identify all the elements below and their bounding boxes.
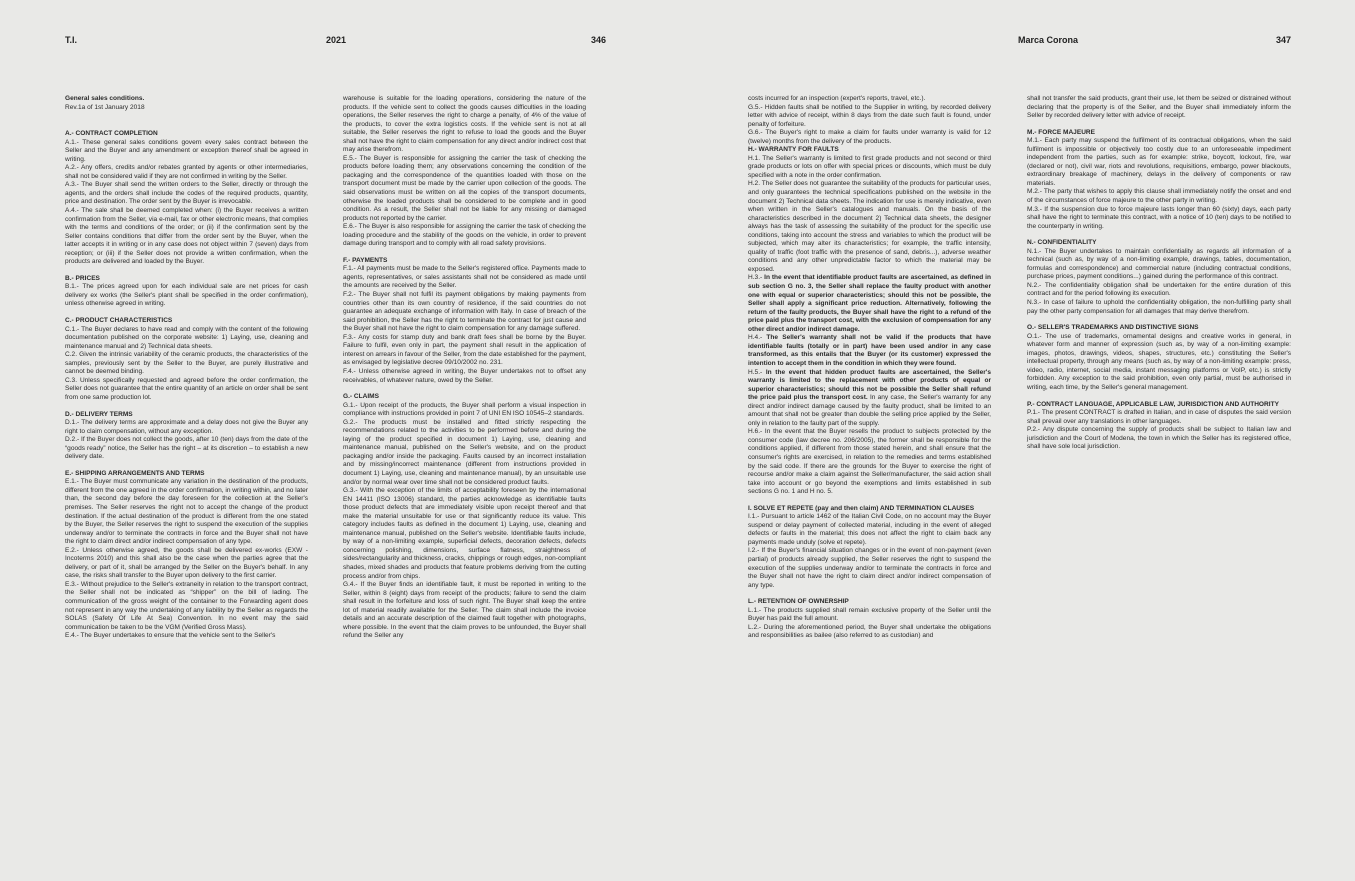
clause-paragraph: N.3.- In case of failure to uphold the confidentiality obligation, the non-fulfilling party shall pay the other party compensation for all damages that may derive therefrom. [1027, 299, 1291, 315]
clause-paragraph: E.1.- The Buyer must communicate any variation in the destination of the products, different from the one agreed in the order confirmation, in writing within, and no later than, the second day before the day foreseen for the collection at the Seller's premises. The Seller reserves the right not to accept the change of the product destination. If the actual destination of the product is different from the one stated by the Buyer, the Seller reserves the right to suspend the execution of the supplies underway and/or to terminate the contracts in force and the Buyer shall not have the right to claim direct and/or indirect compensation of any type. [65, 478, 308, 546]
clause-paragraph: A.1.- These general sales conditions govern every sales contract between the Seller and the Buyer and any amendment or exception thereof shall be agreed in writing. [65, 138, 308, 163]
clause-paragraph: costs incurred for an inspection (expert's reports, travel, etc.). [748, 95, 926, 102]
clause-paragraph: C.3. Unless specifically requested and agreed before the order confirmation, the Seller does not guarantee that the entire quantity of an article on order shall be sent from one same production lot. [65, 376, 308, 401]
clause-paragraph: A.4.- The sale shall be deemed completed when: (i) the Buyer receives a written confirmation from the Seller, via e-mail, fax or other electronic means, that complies with the terms and conditions of the order; or (ii) if the confirmation sent by the Seller contains conditions that differ from the order sent by the Buyer, when the latter accepts it in writing or in any case does not object within 7 (seven) days from reception; or (iii) if the Seller does not provide a written confirmation, when the products are delivered and loaded by the Buyer. [65, 207, 308, 266]
column-2 [343, 95, 586, 641]
clause-paragraph: G.6.- The Buyer's right to make a claim for faults under warranty is valid for 12 (twelve) months from the delivery of the products. [748, 129, 991, 145]
clause-paragraph: O.1.- The use of trademarks, ornamental designs and creative works in general, in whatever form and manner of expression (such as, by way of a non-limiting example: images, photos, drawings, videos, shapes, structures, etc.) constituting the Seller's intellectual property, through any means (such as, by way of a non-limiting example: press, video, radio, internet, social media, instant messaging platforms or VoIP, etc.) is strictly forbidden. Any exception to the said prohibition, even only partial, must be authorised in writing, each time, by the Seller's general management. [1027, 332, 1291, 391]
clause-paragraph: H.1. The Seller's warranty is limited to first grade products and not second or third grade products or lots on offer with special prices or discounts, which must be duly specified with a note in the order confirmation. [748, 154, 991, 179]
clause-paragraph: F.1.- All payments must be made to the Seller's registered office. Payments made to agents, representatives, or sales assistants shall not be considered as made until the amounts are received by the Seller. [343, 265, 586, 290]
clause-paragraph [748, 334, 991, 368]
clause-paragraph: warehouse is suitable for the loading operations, considering the nature of the products. If the vehicle sent to collect the goods causes difficulties in the loading operations, the Seller reserves the right to charge a penalty, of 4% of the value of the products, to cover the extra logistics costs. If the vehicle sent is not at all suitable, the Seller reserves the right to refuse to load the goods and the Buyer shall not have the right to claim compensation for any direct and/or indirect cost that may arise therefrom. [343, 95, 586, 154]
clause-paragraph: E.6.- The Buyer is also responsible for assigning the carrier the task of checking the loading procedure and the stability of the goods on the vehicle, in order to prevent damage during transport and to comply with all road safety provisions. [343, 223, 586, 248]
clause-paragraph: C.2. Given the intrinsic variability of the ceramic products, the characteristics of the samples, previously sent by the Seller to the Buyer, are purely illustrative and cannot be deemed binding. [65, 351, 308, 376]
section-heading: E.- SHIPPING ARRANGEMENTS AND TERMS [65, 469, 205, 477]
column-4 [1027, 95, 1291, 452]
section-label: T.I. [65, 35, 78, 45]
clause-paragraph: shall not transfer the said products, grant their use, let them be seized or distrained without declaring that the property is of the Seller, and the Buyer shall immediately inform the Seller by recorded delivery letter with advice of receipt. [1027, 95, 1291, 120]
section-heading: H.- WARRANTY FOR FAULTS [748, 146, 839, 154]
clause-text-bold: The Seller's warranty shall not be valid if the products that have identifiable faults (totally or in part) have been used and/or in any case transformed, as this entails that the Buyer (or its customer) expressed the intention to accept them in the condition in which they were found. [748, 334, 991, 367]
clause-paragraph: L.2.- During the aforementioned period, the Buyer shall undertake the obligations and responsibilities as bailee (also referred to as custodian) and [748, 623, 991, 640]
clause-paragraph: C.1.- The Buyer declares to have read and comply with the content of the following documentation published on the corporate website: 1) Laying, use, cleaning and maintenance manual and 2) Technical data sheets. [65, 325, 308, 350]
clause-paragraph: F.3.- Any costs for stamp duty and bank draft fees shall be borne by the Buyer. Failure to fulfil, even only in part, the payment shall result in the application of interest on arrears in favour of the Seller, from the date established for the payment, as envisaged by legislative decree 09/10/2002 no. 231. [343, 333, 586, 367]
section-heading: B.- PRICES [65, 274, 100, 282]
section-heading: F.- PAYMENTS [343, 256, 388, 264]
clause-paragraph: N.1.- The Buyer undertakes to maintain confidentiality as regards all information of a technical (such as, by way of a non-limiting example, drawings, tables, documentation, formulas and correspondence) and commercial nature (including contractual conditions, purchase prices, payment conditions...) gained during the performance of this contract. [1027, 247, 1291, 281]
clause-paragraph: G.3.- With the exception of the limits of acceptability foreseen by the international EN 14411 (ISO 13006) standard, the parties acknowledge as identifiable faults those product defects that are immediately visible upon receipt thereof and that make the material unsuitable for use or that significantly reduce its value. This category includes faults as defined in the document 1) Laying, use, cleaning and maintenance manual, published on the Seller's website. Identifiable faults include, by way of a non-limiting example, superficial defects, decoration defects, defects concerning polishing, dimensions, surface flatness, straightness of sides/rectangularity and thickness, cracks, chippings or rough edges, non-compliant shades, mixed shades and products that feature problems deriving from the cutting process and/or from chips. [343, 487, 586, 580]
clause-paragraph: G.2.- The products must be installed and fitted strictly respecting the recommendations related to the activities to be performed before and during the laying of the product specified in document 1) Laying, use, cleaning and maintenance manual, published on the Seller's website, and on the product packaging and/or inside the packaging. Faults caused by an incorrect installation and by missing/incorrect maintenance (different from instructions provided in document 1) Laying, use, cleaning and maintenance manual), by an unsuitable use and/or by normal wear over time shall not be considered product faults. [343, 418, 586, 486]
left-page-number: 346 [591, 35, 607, 45]
clause-paragraph: I.1.- Pursuant to article 1462 of the Italian Civil Code, on no account may the Buyer suspend or delay payment of collected material, including in the event of alleged defects or faults in the material; this does not affect the right to claim back any payments made unduly (solve et repete). [748, 513, 991, 546]
clause-paragraph: H.2. The Seller does not guarantee the suitability of the products for particular uses, and only guarantees the technical specifications published on the website in the document 2) Technical data sheets. The indication for use is merely indicative, even when written in the Seller's catalogues and manuals. On the basis of the characteristics described in the document 2) Technical data sheets, the designer always has the task of assessing the suitability of the product for the specific use conditions, taking into account the stress and variables to which the product will be subjected, which may alter its characteristics; for example, the traffic intensity, quality of traffic (foot traffic with the presence of sand, debris...), adverse weather conditions and any other unpredictable factor to which the material may be exposed. [748, 180, 991, 273]
section-heading: D.- DELIVERY TERMS [65, 410, 133, 418]
clause-number: H.3.- [748, 274, 765, 282]
clause-paragraph: B.1.- The prices agreed upon for each individual sale are net prices for cash delivery ex works (the Seller's plant shall be specified in the order confirmation), unless otherwise agreed in writing. [65, 283, 308, 308]
clause-paragraph: E.3.- Without prejudice to the Seller's extraneity in relation to the transport contract, the Seller shall not be indicated as “shipper” on the bill of lading. The communication of the gross weight of the container to the Forwarding agent does not represent in any way the undertaking of any liability by the Seller as regards the SOLAS (Safety Of Life At Sea) Convention. In no event may the said communication be taken to be the VGM (Verified Gross Mass). [65, 580, 308, 631]
column-3 [748, 95, 991, 641]
clause-paragraph: E.5.- The Buyer is responsible for assigning the carrier the task of checking the products before loading them; any observations concerning the condition of the packaging and the correspondence of the quantities loaded with those on the transport document must be made by the carrier upon collection of the goods. The said observations must be written on all the copies of the transport documents, otherwise the loaded products shall be considered to be complete and in good condition. As a result, the Seller shall not be liable for any missing or damaged products not reported by the carrier. [343, 154, 586, 222]
document-title: General sales conditions. [65, 95, 145, 102]
clause-paragraph: G.1.- Upon receipt of the products, the Buyer shall perform a visual inspection in compliance with instructions provided in point 7 of UNI EN ISO 10545–2 standards. [343, 401, 586, 418]
document-revision: Rev.1a of 1st January 2018 [65, 103, 145, 111]
clause-paragraph: F.2.- The Buyer shall not fulfil its payment obligations by making payments from countries other than its own country of residence, if the said countries do not guarantee an adequate exchange of information with Italy. In case of breach of the said prohibition, the Seller has the right to terminate the contract for just cause and the Buyer shall not have the right to claim compensation for any damage suffered. [343, 291, 586, 333]
clause-text-bold: In the event that hidden product faults are ascertained, the Seller's warranty is limited to the replacement with other products of equal or superior characteristics; should this not be possible the Seller shall refund the price paid plus the transport cost. [748, 368, 992, 402]
clause-text: In any case, the Seller's warranty for any direct and/or indirect damage caused by the faulty product, shall be limited to an amount that shall not be greater than double the selling price applied by the Seller, only in relation to the faulty part of the supply. [748, 394, 991, 427]
clause-paragraph: I.2.- If the Buyer's financial situation changes or in the event of non-payment (even partial) of products already supplied, the Seller reserves the right to suspend the execution of the supplies underway and/or to terminate the contracts in force and the Buyer shall not have the right to claim direct and/or indirect compensation of any type. [748, 547, 991, 589]
clause-number: H.5.- [748, 368, 766, 376]
clause-text-bold: In the event that identifiable product faults are ascertained, as defined in sub section G no. 3, the Seller shall replace the faulty product with another one with equal or superior characteristics; should this not be possible, the Seller shall apply a significant price reduction. Alternatively, following the return of the faulty products, the Buyer shall have the right to a refund of the price paid plus the transport cost, with the exclusion of compensation for any other direct and/or indirect damage. [748, 274, 991, 333]
section-heading: P.- CONTRACT LANGUAGE, APPLICABLE LAW, JURISDICTION AND AUTHORITY [1027, 400, 1279, 408]
clause-paragraph: P.2.- Any dispute concerning the supply of products shall be subject to Italian law and jurisdiction and the Court of Modena, the town in which the Seller has its registered office, shall have sole local jurisdiction. [1027, 426, 1291, 451]
clause-paragraph: L.1.- The products supplied shall remain exclusive property of the Seller until the Buyer has paid the full amount. [748, 606, 991, 623]
clause-paragraph: E.2.- Unless otherwise agreed, the goods shall be delivered ex-works (EXW - Incoterms 2010) and this shall also be the case when the parties agree that the delivery, or part of it, shall be arranged by the Seller on the Buyer's behalf. In any case, the risks shall transfer to the Buyer upon delivery to the first carrier. [65, 546, 308, 580]
section-heading: G.- CLAIMS [343, 393, 380, 401]
clause-paragraph: H.6.- In the event that the Buyer resells the product to subjects protected by the consumer code (law decree no. 206/2005), the former shall be responsible for the conditions applied, if different from those stated herein, and shall ensure that the consumer's rights are exercised, in relation to the remedies and terms established by the said code. If there are the grounds for the Buyer to exercise the right of recourse and/or make a claim against the Seller/manufacturer, the said action shall take into account or go beyond the exemptions and limits established in sub sections G no. 1 and H no. 5. [748, 428, 991, 496]
clause-paragraph [748, 274, 991, 334]
section-heading: O.- SELLER'S TRADEMARKS AND DISTINCTIVE SIGNS [1027, 324, 1199, 332]
clause-paragraph: E.4.- The Buyer undertakes to ensure that the vehicle sent to the Seller's [65, 632, 276, 640]
clause-paragraph: D.2.- If the Buyer does not collect the goods, after 10 (ten) days from the date of the “goods ready” notice, the Seller has the right – at its discretion – to establish a new delivery date. [65, 436, 308, 461]
year-label: 2021 [326, 35, 347, 45]
clause-paragraph: N.2.- The confidentiality obligation shall be undertaken for the entire duration of this contract and for the period following its execution. [1027, 281, 1291, 298]
section-heading: C.- PRODUCT CHARACTERISTICS [65, 317, 173, 325]
clause-paragraph: M.2.- The party that wishes to apply this clause shall immediately notify the onset and end of the circumstances of force majeure to the other party in writing. [1027, 188, 1291, 205]
section-heading: I. SOLVE ET REPETE (pay and then claim) AND TERMINATION CLAUSES [748, 504, 975, 512]
clause-paragraph: D.1.- The delivery terms are approximate and a delay does not give the Buyer any right to claim compensation, without any exception. [65, 419, 308, 435]
clause-paragraph: M.1.- Each party may suspend the fulfilment of its contractual obligations, when the said fulfilment is impossible or objectively too costly due to an unforeseeable impediment independent from the parties, such as for example: strike, boycott, lockout, fire, war (declared or not), civil war, riots and revolutions, requisitions, embargo, power blackouts, extraordinary breakage of machinery, delays in the delivery of components or raw materials. [1027, 137, 1291, 187]
clause-paragraph [748, 369, 991, 429]
clause-paragraph: F.4.- Unless otherwise agreed in writing, the Buyer undertakes not to offset any receivables, of whatever nature, owed by the Seller. [343, 367, 586, 384]
clause-paragraph: G.5.- Hidden faults shall be notified to the Supplier in writing, by recorded delivery letter with advice of receipt, within 8 days from the date such fault is found, under penalty of forfeiture. [748, 103, 991, 128]
section-heading: M.- FORCE MAJEURE [1027, 128, 1096, 136]
clause-paragraph: G.4.- If the Buyer finds an identifiable fault, it must be reported in writing to the Seller, within 8 (eight) days from receipt of the products; failure to send the claim shall result in the forfeiture and loss of such right. The Buyer shall keep the entire lot of material readily available for the Seller. The claim shall include the invoice details and an accurate description of the claimed fault together with photographs, where possible. In the event that the claim proves to be unfounded, the Buyer shall refund the Seller any [343, 581, 586, 640]
section-heading: L.- RETENTION OF OWNERSHIP [748, 598, 849, 606]
clause-paragraph: M.3.- If the suspension due to force majeure lasts longer than 60 (sixty) days, each party shall have the right to terminate this contract, with a notice of 10 (ten) days to be notified to the counterparty in writing. [1027, 205, 1291, 230]
clause-paragraph: P.1.- The present CONTRACT is drafted in Italian, and in case of disputes the said version shall prevail over any translations in other languages. [1027, 409, 1291, 425]
section-heading: A.- CONTRACT COMPLETION [65, 130, 158, 138]
clause-number: H.4.- [748, 334, 767, 342]
clause-paragraph: A.2.- Any offers, credits and/or rebates granted by agents or other intermediaries, shall not be considered valid if they are not confirmed in writing by the Seller. [65, 164, 308, 180]
right-page-number: 347 [1276, 35, 1292, 45]
section-heading: N.- CONFIDENTIALITY [1027, 239, 1097, 247]
clause-paragraph: A.3.- The Buyer shall send the written orders to the Seller, directly or through the agents, and the orders shall include the codes of the required products, quantity, price and destination. The order sent by the Buyer is irrevocable. [65, 181, 308, 206]
brand-name: Marca Corona [1018, 35, 1079, 45]
column-1 [65, 95, 308, 641]
